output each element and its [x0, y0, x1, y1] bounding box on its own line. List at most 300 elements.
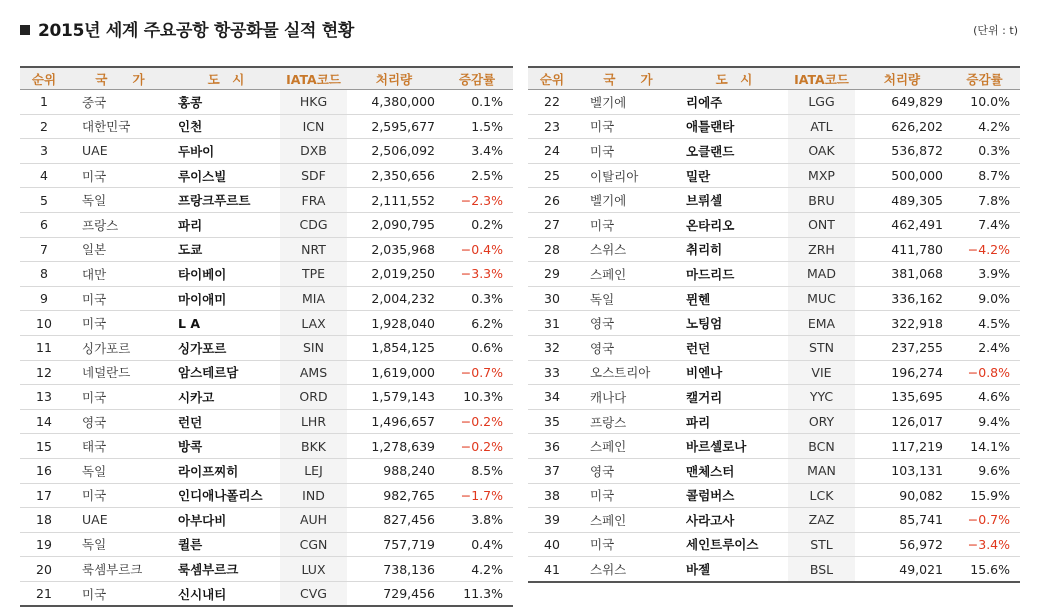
- cell-city: 런던: [680, 335, 788, 360]
- cell-country: 스페인: [576, 508, 680, 533]
- cell-change: −0.4%: [441, 237, 513, 262]
- cell-rank: 37: [528, 458, 576, 483]
- cell-iata: LCK: [788, 483, 855, 508]
- cell-country: 미국: [68, 311, 172, 336]
- cell-volume: 982,765: [347, 483, 441, 508]
- table-row: [528, 360, 1020, 385]
- cell-volume: 411,780: [855, 237, 949, 262]
- cell-volume: 536,872: [855, 139, 949, 164]
- cell-iata: BCN: [788, 434, 855, 459]
- cell-volume: 2,035,968: [347, 237, 441, 262]
- cell-country: 영국: [576, 458, 680, 483]
- cell-iata: YYC: [788, 385, 855, 410]
- cell-city: 캘거리: [680, 385, 788, 410]
- cell-country: 영국: [68, 409, 172, 434]
- cell-country: 캐나다: [576, 385, 680, 410]
- cell-rank: 26: [528, 188, 576, 213]
- cell-volume: 1,579,143: [347, 385, 441, 410]
- cell-iata: CVG: [280, 581, 347, 606]
- table-row: [528, 508, 1020, 533]
- cell-country: 이탈리아: [576, 163, 680, 188]
- cell-rank: 2: [20, 114, 68, 139]
- cell-city: 인천: [172, 114, 280, 139]
- cell-city: 세인트루이스: [680, 532, 788, 557]
- header-change: 증감률: [949, 67, 1020, 90]
- table-row: [528, 458, 1020, 483]
- cell-country: 미국: [576, 212, 680, 237]
- cell-change: 15.9%: [949, 483, 1020, 508]
- cell-city: 비엔나: [680, 360, 788, 385]
- cell-volume: 1,278,639: [347, 434, 441, 459]
- cell-volume: 103,131: [855, 458, 949, 483]
- cell-city: 룩셈부르크: [172, 557, 280, 582]
- cell-country: 영국: [576, 311, 680, 336]
- cell-iata: AMS: [280, 360, 347, 385]
- cell-change: 0.6%: [441, 335, 513, 360]
- cell-rank: 31: [528, 311, 576, 336]
- cell-rank: 13: [20, 385, 68, 410]
- cell-iata: SIN: [280, 335, 347, 360]
- table-row: [20, 188, 513, 213]
- cell-rank: 39: [528, 508, 576, 533]
- cell-change: −4.2%: [949, 237, 1020, 262]
- cell-country: 네덜란드: [68, 360, 172, 385]
- cell-volume: 1,928,040: [347, 311, 441, 336]
- table-row: [528, 163, 1020, 188]
- header-change: 증감률: [441, 67, 513, 90]
- table-row: [528, 434, 1020, 459]
- cell-rank: 18: [20, 508, 68, 533]
- cell-country: 독일: [576, 286, 680, 311]
- cell-iata: STL: [788, 532, 855, 557]
- cell-iata: LEJ: [280, 458, 347, 483]
- cell-volume: 85,741: [855, 508, 949, 533]
- cell-city: 런던: [172, 409, 280, 434]
- cell-iata: ZAZ: [788, 508, 855, 533]
- cell-iata: LGG: [788, 90, 855, 115]
- cell-rank: 4: [20, 163, 68, 188]
- cell-city: 파리: [172, 212, 280, 237]
- table-row: [528, 188, 1020, 213]
- table-row: [528, 557, 1020, 582]
- cell-city: 신시내티: [172, 581, 280, 606]
- cell-rank: 25: [528, 163, 576, 188]
- cell-rank: 11: [20, 335, 68, 360]
- table-row: [20, 360, 513, 385]
- cell-rank: 41: [528, 557, 576, 582]
- cell-city: 파리: [680, 409, 788, 434]
- cell-change: 4.6%: [949, 385, 1020, 410]
- table-row: [528, 262, 1020, 287]
- cell-city: 바젤: [680, 557, 788, 582]
- header-volume: 처리량: [855, 67, 949, 90]
- cell-city: 홍콩: [172, 90, 280, 115]
- cell-city: 루이스빌: [172, 163, 280, 188]
- cell-volume: 2,506,092: [347, 139, 441, 164]
- cell-city: 시카고: [172, 385, 280, 410]
- cell-volume: 2,019,250: [347, 262, 441, 287]
- cell-city: 밀란: [680, 163, 788, 188]
- cell-city: 싱가포르: [172, 335, 280, 360]
- cell-rank: 14: [20, 409, 68, 434]
- cell-change: 0.3%: [949, 139, 1020, 164]
- cell-change: −0.7%: [949, 508, 1020, 533]
- cell-change: 10.3%: [441, 385, 513, 410]
- cell-iata: FRA: [280, 188, 347, 213]
- cell-change: −3.4%: [949, 532, 1020, 557]
- cell-change: 2.4%: [949, 335, 1020, 360]
- table-row: [528, 532, 1020, 557]
- cell-country: 싱가포르: [68, 335, 172, 360]
- cell-rank: 16: [20, 458, 68, 483]
- cell-volume: 738,136: [347, 557, 441, 582]
- cell-iata: LHR: [280, 409, 347, 434]
- cell-rank: 36: [528, 434, 576, 459]
- cell-rank: 22: [528, 90, 576, 115]
- cell-rank: 8: [20, 262, 68, 287]
- cell-country: 프랑스: [68, 212, 172, 237]
- cell-change: 7.8%: [949, 188, 1020, 213]
- cell-rank: 29: [528, 262, 576, 287]
- cell-rank: 21: [20, 581, 68, 606]
- cell-city: 인디애나폴리스: [172, 483, 280, 508]
- cell-change: 9.4%: [949, 409, 1020, 434]
- header-country: 국 가: [68, 67, 172, 90]
- page-title-text: 2015년 세계 주요공항 항공화물 실적 현황: [38, 21, 355, 41]
- unit-label: (단위 : t): [973, 24, 1018, 37]
- cell-country: 미국: [576, 483, 680, 508]
- cell-change: 8.5%: [441, 458, 513, 483]
- cell-rank: 20: [20, 557, 68, 582]
- cell-volume: 1,496,657: [347, 409, 441, 434]
- cell-change: 3.4%: [441, 139, 513, 164]
- cell-country: 독일: [68, 458, 172, 483]
- cell-change: −1.7%: [441, 483, 513, 508]
- cell-volume: 988,240: [347, 458, 441, 483]
- cell-country: 프랑스: [576, 409, 680, 434]
- cell-volume: 4,380,000: [347, 90, 441, 115]
- cell-iata: IND: [280, 483, 347, 508]
- cell-rank: 1: [20, 90, 68, 115]
- table-row: [528, 212, 1020, 237]
- cell-country: 독일: [68, 188, 172, 213]
- cell-change: 0.3%: [441, 286, 513, 311]
- cell-rank: 40: [528, 532, 576, 557]
- table-row: [20, 311, 513, 336]
- cell-change: 0.2%: [441, 212, 513, 237]
- table-row: [20, 90, 513, 115]
- header-volume: 처리량: [347, 67, 441, 90]
- cell-country: 미국: [68, 385, 172, 410]
- table-row: [528, 311, 1020, 336]
- cell-iata: BKK: [280, 434, 347, 459]
- cargo-table-right: [528, 66, 1020, 583]
- cell-change: 9.0%: [949, 286, 1020, 311]
- header-city: 도 시: [680, 67, 788, 90]
- cell-rank: 3: [20, 139, 68, 164]
- table-row: [20, 114, 513, 139]
- cell-rank: 15: [20, 434, 68, 459]
- cell-volume: 649,829: [855, 90, 949, 115]
- cell-country: 일본: [68, 237, 172, 262]
- cell-country: 미국: [576, 532, 680, 557]
- cell-iata: HKG: [280, 90, 347, 115]
- cell-country: 독일: [68, 532, 172, 557]
- cell-iata: TPE: [280, 262, 347, 287]
- cell-city: 맨체스터: [680, 458, 788, 483]
- cell-city: 리에주: [680, 90, 788, 115]
- table-row: [20, 237, 513, 262]
- cell-country: 미국: [576, 139, 680, 164]
- cell-city: 뮌헨: [680, 286, 788, 311]
- cell-volume: 196,274: [855, 360, 949, 385]
- table-row: [20, 163, 513, 188]
- cell-city: 노팅엄: [680, 311, 788, 336]
- table-row: [20, 508, 513, 533]
- table-row: [528, 139, 1020, 164]
- cell-iata: MIA: [280, 286, 347, 311]
- cell-volume: 336,162: [855, 286, 949, 311]
- cell-volume: 381,068: [855, 262, 949, 287]
- cell-rank: 27: [528, 212, 576, 237]
- cell-change: 2.5%: [441, 163, 513, 188]
- cell-rank: 17: [20, 483, 68, 508]
- cell-country: UAE: [68, 508, 172, 533]
- cell-country: 벨기에: [576, 90, 680, 115]
- cell-country: 중국: [68, 90, 172, 115]
- square-bullet-icon: [20, 25, 30, 35]
- table-row: [528, 483, 1020, 508]
- table-row: [528, 90, 1020, 115]
- cell-country: 미국: [576, 114, 680, 139]
- cell-change: −0.2%: [441, 434, 513, 459]
- cell-city: 타이베이: [172, 262, 280, 287]
- cell-change: −2.3%: [441, 188, 513, 213]
- cell-rank: 30: [528, 286, 576, 311]
- cell-change: 1.5%: [441, 114, 513, 139]
- cell-volume: 2,111,552: [347, 188, 441, 213]
- cell-iata: ICN: [280, 114, 347, 139]
- cell-rank: 10: [20, 311, 68, 336]
- cell-iata: LUX: [280, 557, 347, 582]
- cell-change: 14.1%: [949, 434, 1020, 459]
- cell-change: −0.7%: [441, 360, 513, 385]
- cell-volume: 489,305: [855, 188, 949, 213]
- cell-city: 사라고사: [680, 508, 788, 533]
- table-row: [20, 286, 513, 311]
- cell-change: 3.9%: [949, 262, 1020, 287]
- table-row: [20, 483, 513, 508]
- cell-city: 바르셀로나: [680, 434, 788, 459]
- cell-change: 4.2%: [441, 557, 513, 582]
- cell-iata: VIE: [788, 360, 855, 385]
- cell-iata: NRT: [280, 237, 347, 262]
- cell-city: 방콕: [172, 434, 280, 459]
- cell-city: 온타리오: [680, 212, 788, 237]
- cell-city: 도쿄: [172, 237, 280, 262]
- table-row: [528, 237, 1020, 262]
- cell-country: 미국: [68, 581, 172, 606]
- cell-rank: 28: [528, 237, 576, 262]
- cell-iata: ZRH: [788, 237, 855, 262]
- cell-iata: LAX: [280, 311, 347, 336]
- cell-change: 0.1%: [441, 90, 513, 115]
- cell-volume: 2,004,232: [347, 286, 441, 311]
- cell-country: 대한민국: [68, 114, 172, 139]
- cell-rank: 38: [528, 483, 576, 508]
- cell-iata: DXB: [280, 139, 347, 164]
- cell-country: 오스트리아: [576, 360, 680, 385]
- cell-rank: 34: [528, 385, 576, 410]
- cell-rank: 7: [20, 237, 68, 262]
- cell-rank: 19: [20, 532, 68, 557]
- cell-volume: 2,595,677: [347, 114, 441, 139]
- cell-volume: 2,350,656: [347, 163, 441, 188]
- cell-volume: 757,719: [347, 532, 441, 557]
- cell-rank: 24: [528, 139, 576, 164]
- cell-country: 스페인: [576, 262, 680, 287]
- cell-country: 스페인: [576, 434, 680, 459]
- cell-change: 4.5%: [949, 311, 1020, 336]
- cell-volume: 322,918: [855, 311, 949, 336]
- cell-iata: ORY: [788, 409, 855, 434]
- cell-change: −3.3%: [441, 262, 513, 287]
- cell-iata: OAK: [788, 139, 855, 164]
- cell-country: 벨기에: [576, 188, 680, 213]
- cell-city: 마드리드: [680, 262, 788, 287]
- cell-change: 3.8%: [441, 508, 513, 533]
- cell-country: 미국: [68, 286, 172, 311]
- header-city: 도 시: [172, 67, 280, 90]
- table-row: [528, 286, 1020, 311]
- cell-volume: 237,255: [855, 335, 949, 360]
- cell-city: 오클랜드: [680, 139, 788, 164]
- cell-iata: MXP: [788, 163, 855, 188]
- header-rank: 순위: [20, 67, 68, 90]
- cell-volume: 626,202: [855, 114, 949, 139]
- cell-country: 스위스: [576, 557, 680, 582]
- table-row: [20, 532, 513, 557]
- cell-city: 브뤼셀: [680, 188, 788, 213]
- cell-city: 콜럼버스: [680, 483, 788, 508]
- cell-rank: 12: [20, 360, 68, 385]
- cell-volume: 1,854,125: [347, 335, 441, 360]
- cell-city: 두바이: [172, 139, 280, 164]
- cell-iata: ATL: [788, 114, 855, 139]
- cell-country: UAE: [68, 139, 172, 164]
- table-header-row: [20, 67, 513, 90]
- cell-volume: 827,456: [347, 508, 441, 533]
- cell-rank: 9: [20, 286, 68, 311]
- cell-iata: CDG: [280, 212, 347, 237]
- cell-country: 태국: [68, 434, 172, 459]
- cell-rank: 6: [20, 212, 68, 237]
- cell-change: −0.2%: [441, 409, 513, 434]
- table-row: [20, 434, 513, 459]
- table-row: [528, 114, 1020, 139]
- cell-rank: 35: [528, 409, 576, 434]
- cell-city: 암스테르담: [172, 360, 280, 385]
- cell-iata: BSL: [788, 557, 855, 582]
- header-iata: IATA코드: [280, 67, 347, 90]
- cell-country: 미국: [68, 483, 172, 508]
- table-row: [20, 581, 513, 606]
- cell-city: L A: [172, 311, 280, 336]
- cell-change: 15.6%: [949, 557, 1020, 582]
- cell-iata: AUH: [280, 508, 347, 533]
- cell-city: 아부다비: [172, 508, 280, 533]
- cell-city: 취리히: [680, 237, 788, 262]
- table-row: [20, 458, 513, 483]
- cell-change: 9.6%: [949, 458, 1020, 483]
- cell-volume: 49,021: [855, 557, 949, 582]
- table-row: [20, 335, 513, 360]
- header-iata: IATA코드: [788, 67, 855, 90]
- cell-change: 11.3%: [441, 581, 513, 606]
- cell-city: 프랑크푸르트: [172, 188, 280, 213]
- cell-country: 스위스: [576, 237, 680, 262]
- cell-volume: 126,017: [855, 409, 949, 434]
- cell-iata: MAD: [788, 262, 855, 287]
- cell-rank: 32: [528, 335, 576, 360]
- table-row: [20, 212, 513, 237]
- cell-change: 8.7%: [949, 163, 1020, 188]
- cell-volume: 90,082: [855, 483, 949, 508]
- table-row: [528, 385, 1020, 410]
- cell-volume: 135,695: [855, 385, 949, 410]
- table-row: [20, 385, 513, 410]
- cell-change: −0.8%: [949, 360, 1020, 385]
- table-row: [528, 335, 1020, 360]
- cell-iata: BRU: [788, 188, 855, 213]
- cell-iata: ORD: [280, 385, 347, 410]
- table-row: [20, 262, 513, 287]
- table-row: [20, 557, 513, 582]
- cell-volume: 2,090,795: [347, 212, 441, 237]
- cell-iata: EMA: [788, 311, 855, 336]
- cell-rank: 5: [20, 188, 68, 213]
- cell-city: 라이프찌히: [172, 458, 280, 483]
- cell-country: 대만: [68, 262, 172, 287]
- table-header-row: [528, 67, 1020, 90]
- cell-volume: 117,219: [855, 434, 949, 459]
- cell-rank: 33: [528, 360, 576, 385]
- cell-volume: 1,619,000: [347, 360, 441, 385]
- cell-volume: 462,491: [855, 212, 949, 237]
- cell-change: 0.4%: [441, 532, 513, 557]
- cargo-table-left: [20, 66, 513, 607]
- cell-iata: SDF: [280, 163, 347, 188]
- cell-iata: STN: [788, 335, 855, 360]
- cell-volume: 729,456: [347, 581, 441, 606]
- cell-volume: 500,000: [855, 163, 949, 188]
- table-row: [528, 409, 1020, 434]
- cell-rank: 23: [528, 114, 576, 139]
- cell-city: 퀼른: [172, 532, 280, 557]
- cell-iata: ONT: [788, 212, 855, 237]
- cell-change: 4.2%: [949, 114, 1020, 139]
- cell-city: 마이애미: [172, 286, 280, 311]
- header-rank: 순위: [528, 67, 576, 90]
- cell-change: 7.4%: [949, 212, 1020, 237]
- cell-volume: 56,972: [855, 532, 949, 557]
- table-row: [20, 409, 513, 434]
- table-row: [20, 139, 513, 164]
- cell-country: 룩셈부르크: [68, 557, 172, 582]
- cell-change: 10.0%: [949, 90, 1020, 115]
- cell-city: 애틀랜타: [680, 114, 788, 139]
- page-title: [20, 16, 354, 41]
